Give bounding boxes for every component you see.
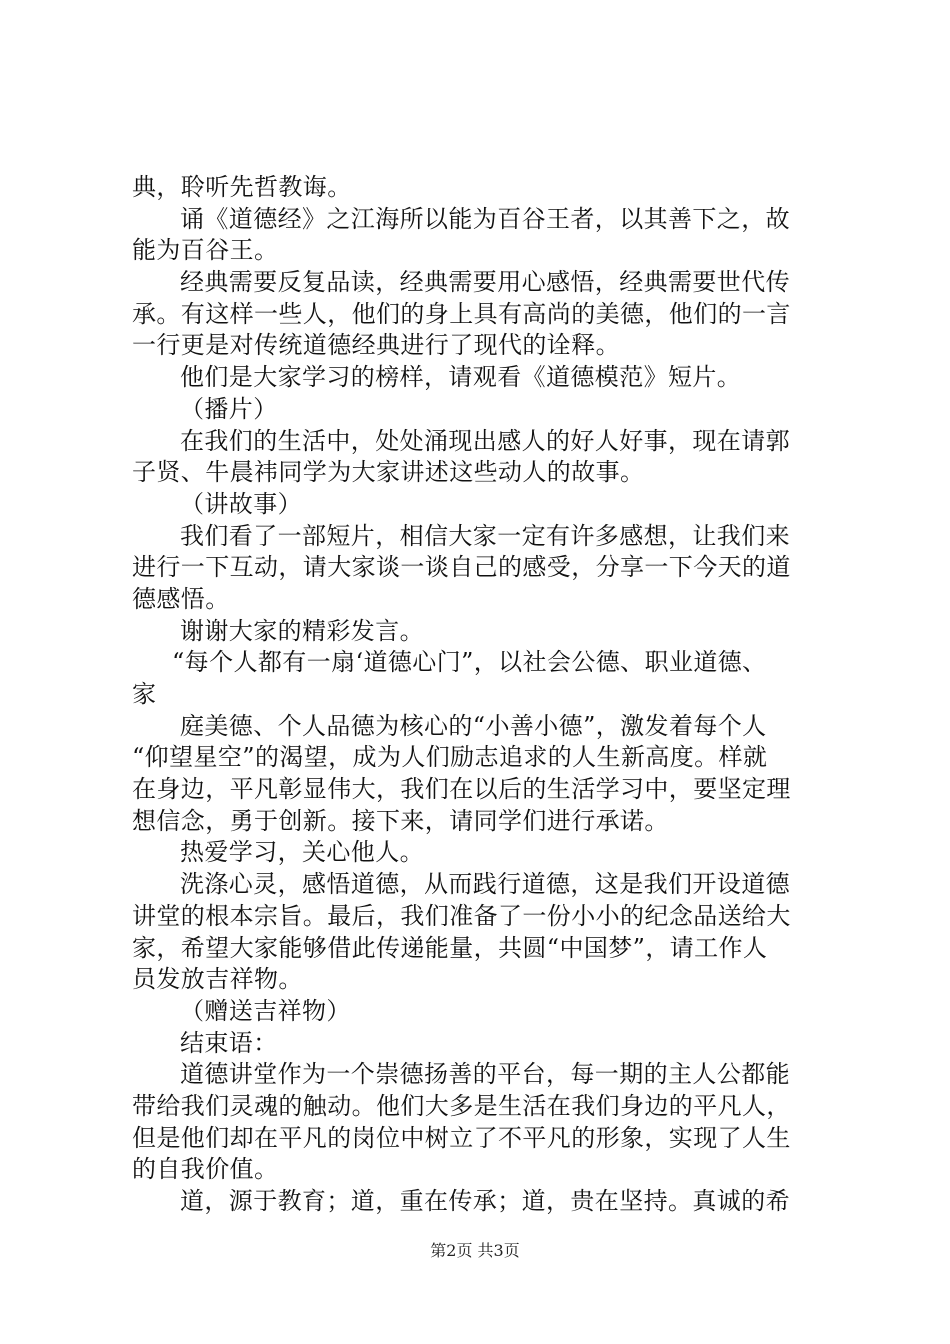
text-line: 一行更是对传统道德经典进行了现代的诠释。 — [132, 331, 620, 360]
text-line: 热爱学习，关心他人。 — [180, 838, 424, 867]
text-line: 承。有这样一些人，他们的身上具有高尚的美德，他们的一言 — [132, 299, 791, 328]
text-line: 家，希望大家能够借此传递能量，共圆“中国梦”，请工作人 — [132, 933, 768, 962]
text-line: 在身边，平凡彰显伟大，我们在以后的生活学习中，要坚定理 — [132, 775, 791, 804]
text-line: 他们是大家学习的榜样，请观看《道德模范》短片。 — [180, 363, 742, 392]
text-line: 典，聆听先哲教诲。 — [132, 173, 352, 201]
text-line: 带给我们灵魂的触动。他们大多是生活在我们身边的平凡人， — [132, 1091, 791, 1120]
text-line: 德感悟。 — [132, 584, 230, 613]
text-line: 家 — [132, 680, 157, 708]
text-line: 讲堂的根本宗旨。最后，我们准备了一份小小的纪念品送给大 — [132, 901, 791, 930]
text-line: （赠送吉祥物） — [180, 996, 351, 1025]
text-line: 但是他们却在平凡的岗位中树立了不平凡的形象，实现了人生 — [132, 1123, 791, 1152]
text-line: 进行一下互动，请大家谈一谈自己的感受，分享一下今天的道 — [132, 553, 791, 582]
text-line: “仰望星空”的渴望，成为人们励志追求的人生新高度。样就 — [132, 743, 768, 772]
text-line: 员发放吉祥物。 — [132, 965, 303, 994]
text-line: 道德讲堂作为一个崇德扬善的平台，每一期的主人公都能 — [180, 1060, 790, 1089]
text-line: 谢谢大家的精彩发言。 — [180, 616, 424, 645]
text-line: （播片） — [180, 394, 278, 423]
page-footer: 第2页 共3页 — [430, 1241, 520, 1260]
text-line: 想信念，勇于创新。接下来，请同学们进行承诺。 — [132, 806, 669, 835]
text-line: 经典需要反复品读，经典需要用心感悟，经典需要世代传 — [180, 268, 790, 297]
text-line: 诵《道德经》之江海所以能为百谷王者，以其善下之，故 — [180, 204, 790, 233]
text-line: 结束语： — [180, 1028, 278, 1057]
document-body — [132, 172, 832, 1218]
text-line: 我们看了一部短片，相信大家一定有许多感想，让我们来 — [180, 521, 790, 550]
text-line: 洗涤心灵，感悟道德，从而践行道德，这是我们开设道德 — [180, 870, 790, 899]
text-line: 子贤、牛晨祎同学为大家讲述这些动人的故事。 — [132, 458, 645, 487]
text-line: 庭美德、个人品德为核心的“小善小德”，激发着每个人 — [180, 711, 767, 740]
text-line: 的自我价值。 — [132, 1155, 279, 1184]
text-line: 在我们的生活中，处处涌现出感人的好人好事，现在请郭 — [180, 426, 790, 455]
text-line: 能为百谷王。 — [132, 236, 279, 265]
text-line: （讲故事） — [180, 489, 302, 518]
text-line: 道，源于教育；道，重在传承；道，贵在坚持。真诚的希 — [180, 1187, 790, 1215]
text-line: “每个人都有一扇‘道德心门”，以社会公德、职业道德、 — [172, 648, 767, 677]
